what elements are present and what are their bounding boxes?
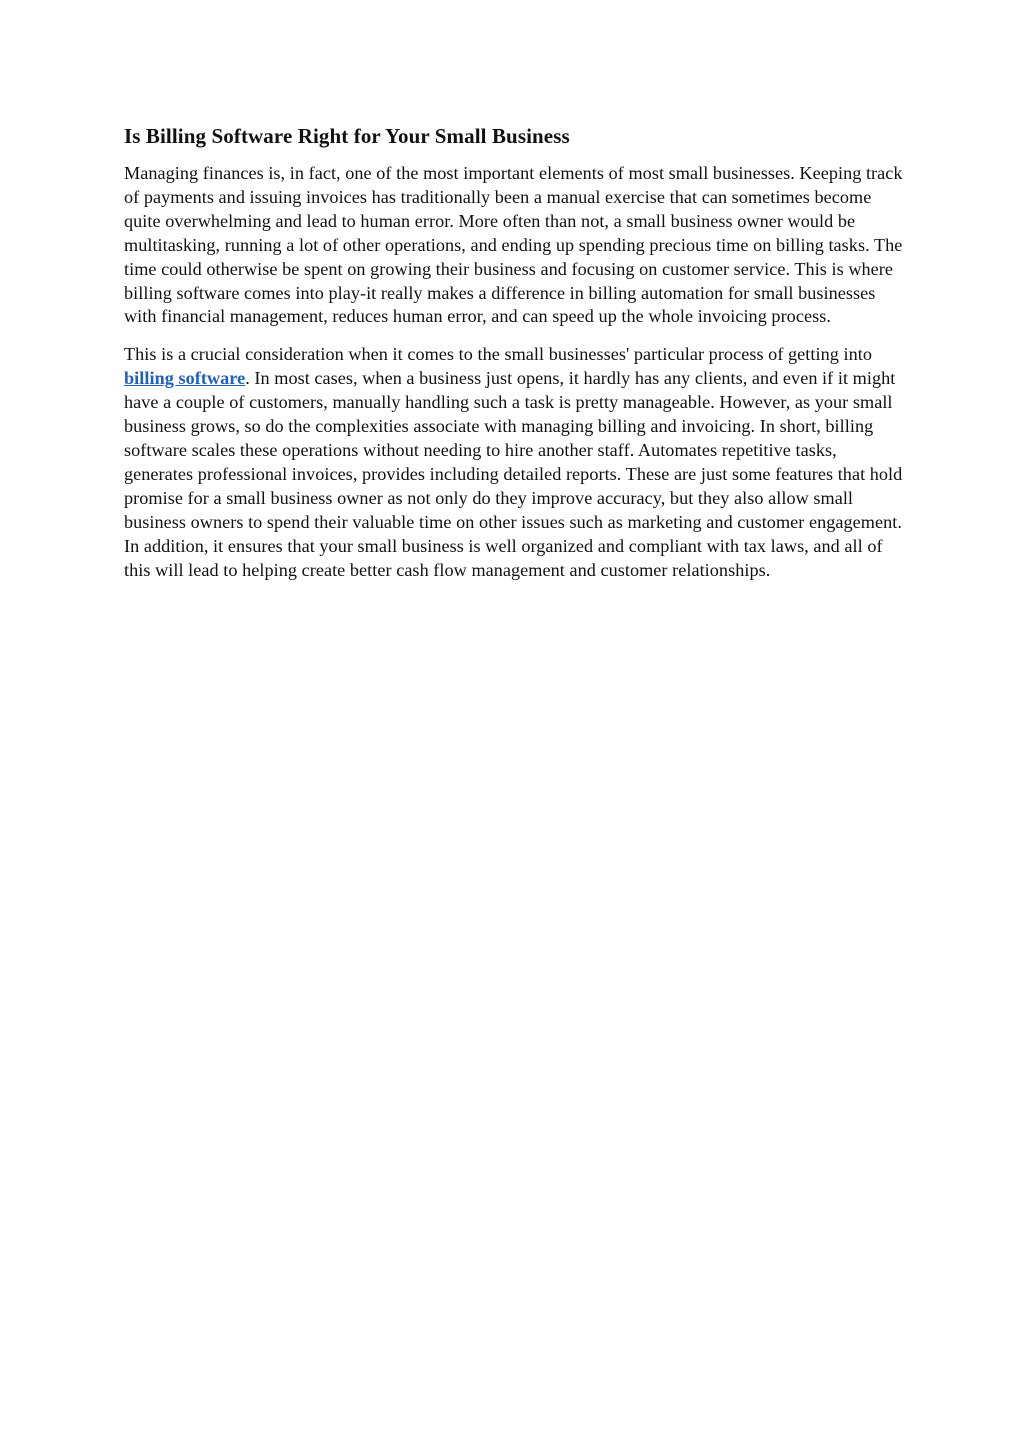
article-title: Is Billing Software Right for Your Small Business [124,124,570,148]
billing-software-link[interactable]: billing software [124,368,246,389]
paragraph-2-text-after-link: . In most cases, when a business just opens, it hardly has any clients, and even if it might have a couple of customers, manually handling such a task is pretty manageable. However, as your small business grows, so do the complexities associate with managing billing and invoicing. In short, billing software scales these operations without needing to hire another staff. Automates repetitive tasks, generates professional invoices, provides including detailed reports. These are just some features that hold promise for a small business owner as not only do they improve accuracy, but they also allow small business owners to spend their valuable time on other issues such as marketing and customer engagement. In addition, it ensures that your small business is well organized and compliant with tax laws, and all of this will lead to helping create better cash flow management and customer relationships. [124,368,903,580]
article [124,122,904,596]
paragraph-2-text-before-link: This is a crucial consideration when it comes to the small businesses' particular process of getting into [124,344,872,365]
article-paragraph-2 [124,343,904,582]
article-paragraph-1: Managing finances is, in fact, one of the most important elements of most small businesses. Keeping track of payments and issuing invoices has traditionally been a manual exercise that can sometimes become quite overwhelming and lead to human error. More often than not, a small business owner would be multitasking, running a lot of other operations, and ending up spending precious time on billing tasks. The time could otherwise be spent on growing their business and focusing on customer service. This is where billing software comes into play-it really makes a difference in billing automation for small businesses with financial management, reduces human error, and can speed up the whole invoicing process. [124,163,903,327]
